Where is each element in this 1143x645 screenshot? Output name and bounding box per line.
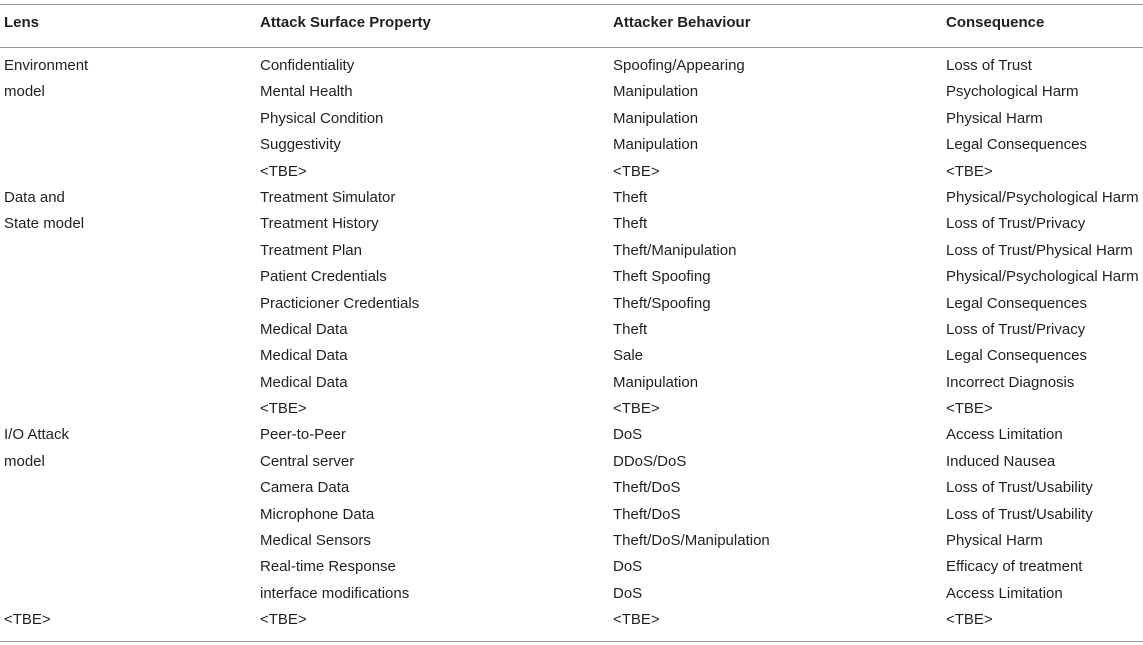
cell-lens: Environment [4,57,89,74]
cell-attacker-behaviour: DoS [613,584,643,602]
header-lens: Lens [4,14,40,31]
cell-attacker-behaviour: Spoofing/Appearing [613,57,745,74]
cell-attack-surface-property: Medical Sensors [260,532,371,550]
cell-attacker-behaviour: Sale [613,347,644,365]
cell-attacker-behaviour: <TBE> [613,400,660,418]
cell-attacker-behaviour: Theft/Manipulation [613,241,737,259]
cell-attack-surface-property: Suggestivity [260,136,341,154]
cell-attacker-behaviour: <TBE> [613,162,660,180]
cell-consequence: Legal Consequences [946,136,1087,154]
table-row [0,238,1143,264]
cell-attack-surface-property: Microphone Data [260,505,375,523]
cell-attacker-behaviour: Theft [613,215,648,233]
cell-attacker-behaviour: Manipulation [613,83,699,101]
cell-consequence: Loss of Trust/Privacy [946,320,1086,338]
cell-attack-surface-property: Central server [260,452,355,470]
cell-attack-surface-property: Treatment History [260,215,379,233]
cell-lens: model [4,83,45,101]
cell-consequence: Incorrect Diagnosis [946,373,1075,391]
cell-attack-surface-property: Peer-to-Peer [260,426,346,444]
cell-attack-surface-property: Mental Health [260,83,353,101]
table-row [0,370,1143,396]
cell-consequence: Physical Harm [946,532,1043,550]
table-row [0,607,1143,633]
cell-consequence: Physical Harm [946,109,1043,127]
cell-attack-surface-property: Treatment Simulator [260,188,396,206]
cell-attack-surface-property: Practicioner Credentials [260,294,420,312]
cell-attack-surface-property: <TBE> [260,611,307,629]
table-row [0,106,1143,132]
table-row [0,79,1143,105]
cell-attacker-behaviour: Theft/DoS [613,505,681,523]
table-row [0,264,1143,290]
cell-attacker-behaviour: Theft Spoofing [613,268,711,286]
cell-attacker-behaviour: DoS [613,426,643,444]
cell-consequence: <TBE> [946,400,993,418]
cell-consequence: Physical/Psychological Harm [946,268,1139,286]
cell-attacker-behaviour: <TBE> [613,611,660,629]
cell-consequence: Loss of Trust/Usability [946,479,1093,497]
cell-consequence: <TBE> [946,611,993,629]
cell-attack-surface-property: <TBE> [260,162,307,180]
cell-attacker-behaviour: Theft [613,188,648,206]
cell-attacker-behaviour: Theft [613,320,648,338]
cell-attack-surface-property: <TBE> [260,400,307,418]
cell-attacker-behaviour: Theft/DoS/Manipulation [613,532,770,550]
cell-attack-surface-property: Medical Data [260,320,348,338]
table-header-row [0,5,1143,47]
table-row [0,343,1143,369]
cell-consequence: Access Limitation [946,426,1063,444]
cell-consequence: Efficacy of treatment [946,558,1083,576]
table-body [0,53,1143,634]
table-row [0,502,1143,528]
header-attack-surface-property: Attack Surface Property [260,14,431,31]
header-consequence: Consequence [946,14,1045,31]
cell-consequence: Legal Consequences [946,347,1087,365]
table-bottom-rule [0,641,1143,642]
cell-attack-surface-property: Medical Data [260,373,348,391]
cell-attack-surface-property: Real-time Response [260,558,396,576]
cell-consequence: Loss of Trust [946,57,1032,74]
table-row [0,528,1143,554]
table-row [0,185,1143,211]
cell-attacker-behaviour: Manipulation [613,373,699,391]
cell-attacker-behaviour: Manipulation [613,109,699,127]
table-row [0,422,1143,448]
cell-consequence: Loss of Trust/Usability [946,505,1093,523]
table-row [0,159,1143,185]
cell-consequence: Psychological Harm [946,83,1079,101]
cell-attack-surface-property: interface modifications [260,584,410,602]
cell-attacker-behaviour: Theft/DoS [613,479,681,497]
table-header-rule [0,47,1143,48]
table-row [0,132,1143,158]
cell-attacker-behaviour: Theft/Spoofing [613,294,711,312]
cell-consequence: Loss of Trust/Privacy [946,215,1086,233]
table-row [0,396,1143,422]
cell-lens: State model [4,215,85,233]
cell-attack-surface-property: Camera Data [260,479,350,497]
cell-consequence: Physical/Psychological Harm [946,188,1139,206]
cell-attack-surface-property: Medical Data [260,347,348,365]
table-row [0,317,1143,343]
table-row [0,475,1143,501]
table-row [0,291,1143,317]
cell-attacker-behaviour: Manipulation [613,136,699,154]
table-row [0,53,1143,79]
table-row [0,449,1143,475]
cell-lens: Data and [4,188,65,206]
header-attacker-behaviour: Attacker Behaviour [613,14,751,31]
cell-consequence: <TBE> [946,162,993,180]
cell-attacker-behaviour: DDoS/DoS [613,452,687,470]
table-row [0,581,1143,607]
table-row [0,554,1143,580]
cell-consequence: Induced Nausea [946,452,1056,470]
cell-attack-surface-property: Treatment Plan [260,241,362,259]
cell-lens: model [4,452,45,470]
cell-consequence: Access Limitation [946,584,1063,602]
cell-lens: I/O Attack [4,426,70,444]
cell-attack-surface-property: Patient Credentials [260,268,387,286]
cell-consequence: Legal Consequences [946,294,1087,312]
cell-consequence: Loss of Trust/Physical Harm [946,241,1133,259]
cell-attack-surface-property: Confidentiality [260,57,355,74]
table-row [0,211,1143,237]
cell-lens: <TBE> [4,611,51,629]
cell-attack-surface-property: Physical Condition [260,109,384,127]
cell-attacker-behaviour: DoS [613,558,643,576]
